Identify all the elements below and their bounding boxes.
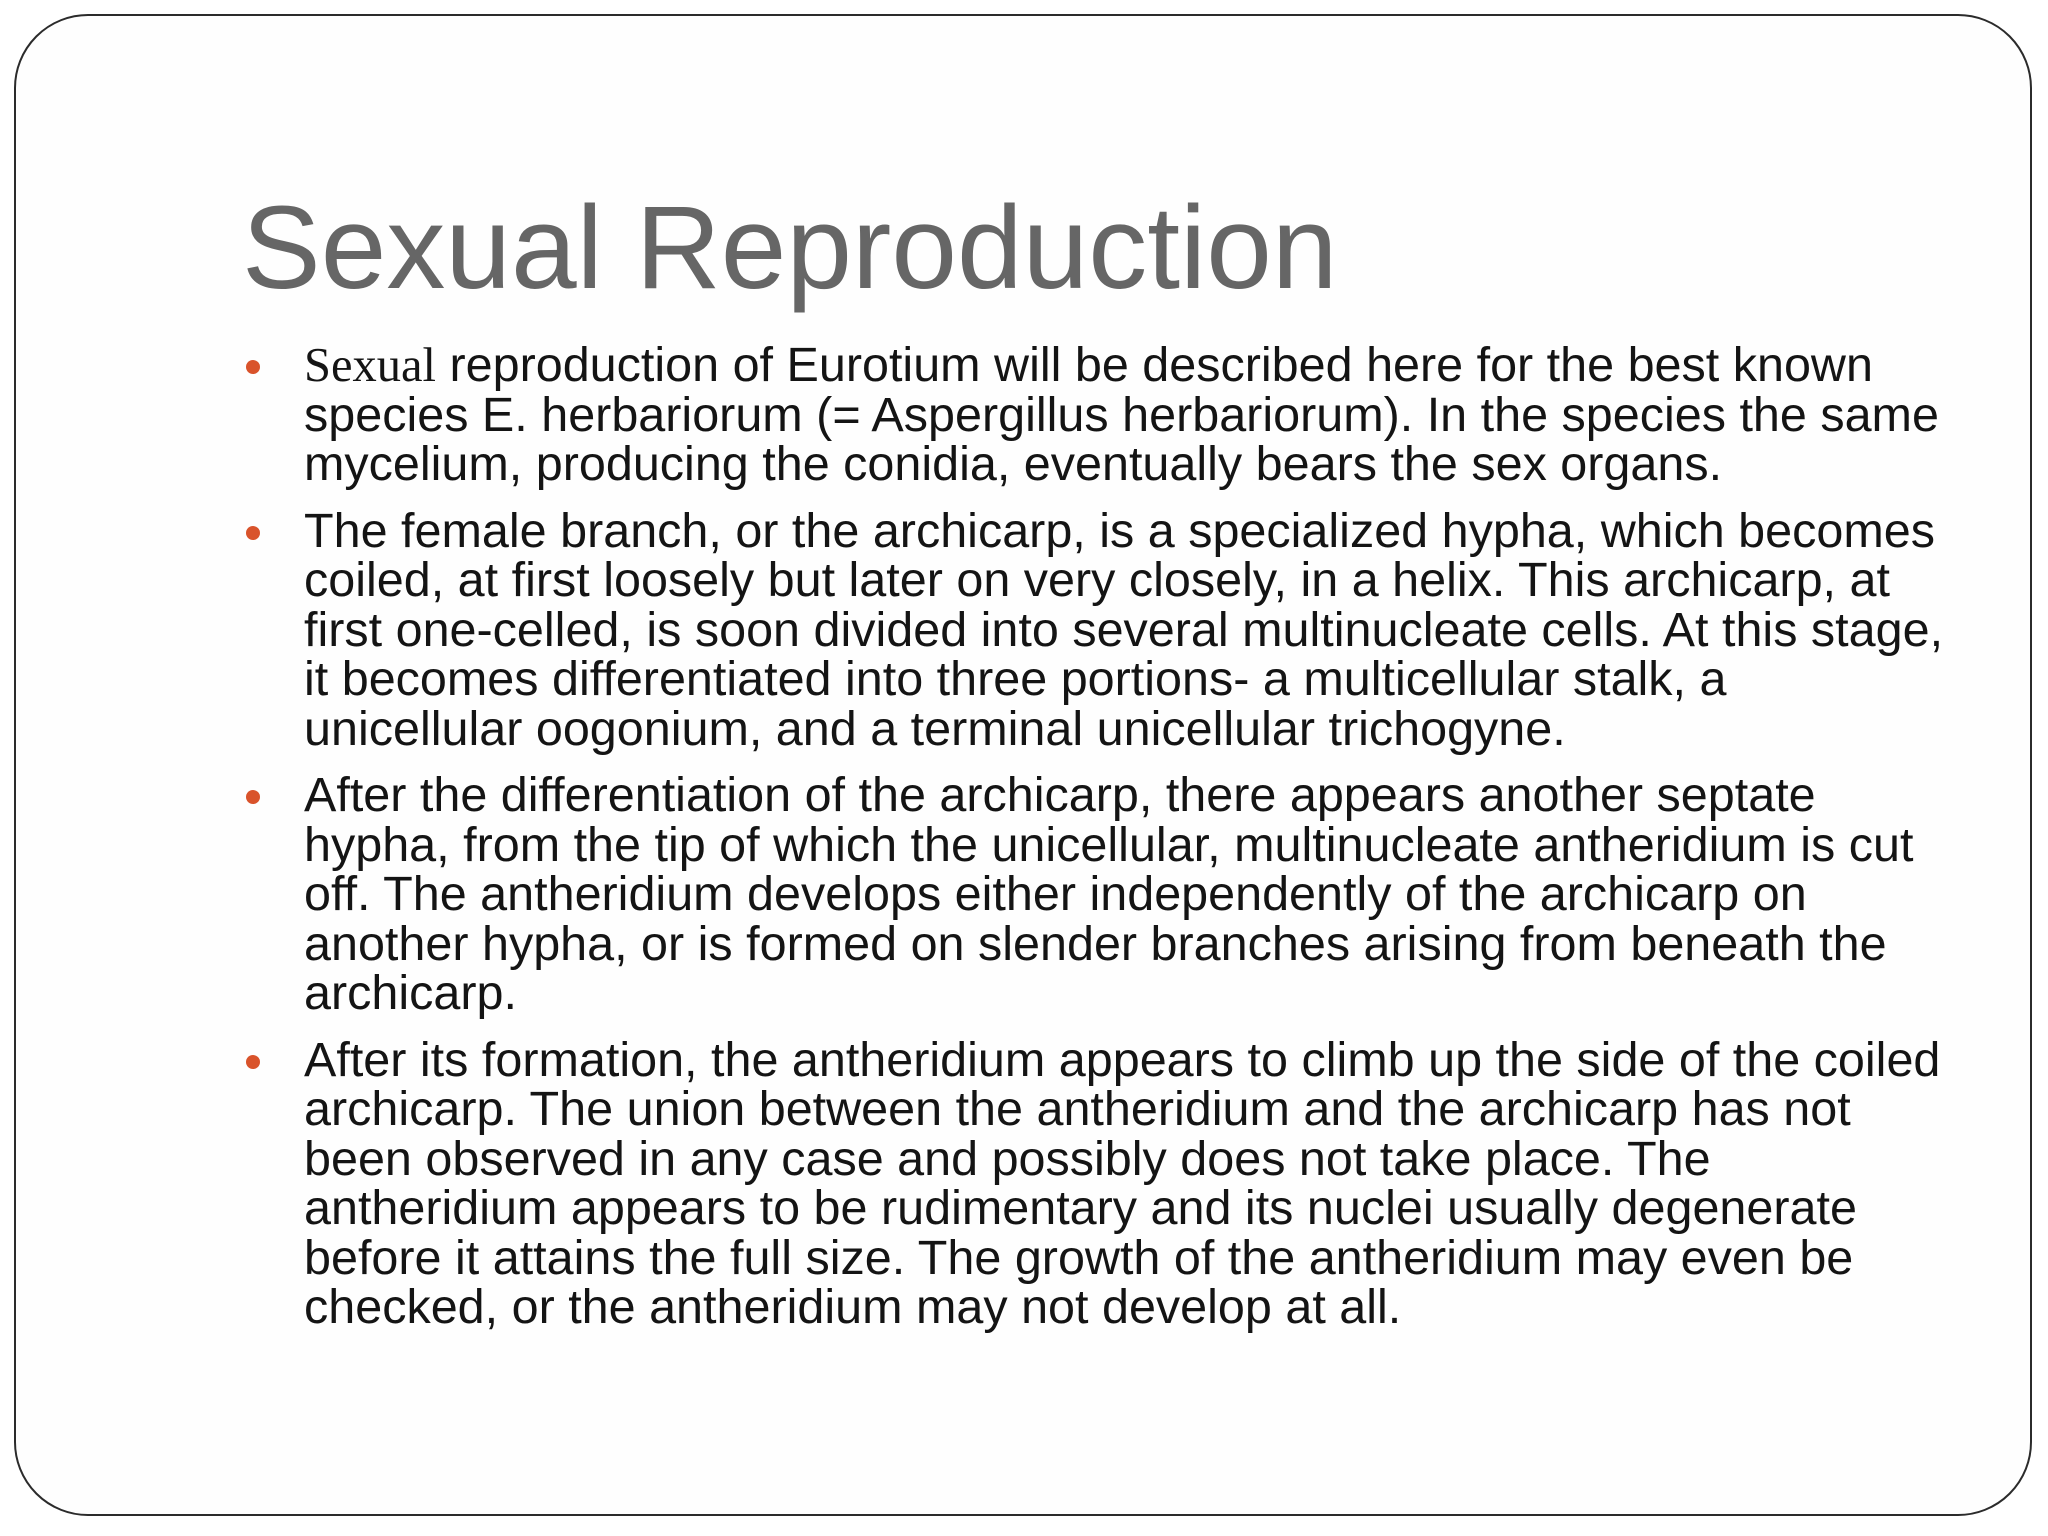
bullet-item	[242, 503, 1952, 756]
bullet-text: After the differentiation of the archicarp, there appears another septate hypha, from the tip of which the unicellular, multinucleate antheridium is cut off. The antheridium develops either independently of the archicarp on another hypha, or is formed on slender branches arising from beneath the archicarp.	[304, 768, 1914, 1020]
bullet-dot-icon	[246, 526, 260, 540]
bullet-item	[242, 768, 1952, 1020]
bullet-text: reproduction of Eurotium will be described here for the best known species E. herbariorum (= Aspergillus herbariorum). In the species the same mycelium, producing the conidia, eventually bears the sex organs.	[304, 338, 1939, 491]
bullet-item	[242, 338, 1952, 491]
bullet-list	[242, 338, 1952, 1350]
bullet-text: The female branch, or the archicarp, is a specialized hypha, which becomes coiled, at first loosely but later on very closely, in a helix. This archicarp, at first one-celled, is soon divided into several multinucleate cells. At this stage, it becomes differentiated into three portions- a multicellular stalk, a unicellular oogonium, and a terminal unicellular trichogyne.	[304, 503, 1944, 756]
bullet-text: After its formation, the antheridium appears to climb up the side of the coiled archicarp. The union between the antheridium and the archicarp has not been observed in any case and possibly does not take place. The antheridium appears to be rudimentary and its nuclei usually degenerate before it attains the full size. The growth of the antheridium may even be checked, or the antheridium may not develop at all.	[304, 1032, 1941, 1334]
slide-frame	[14, 14, 2032, 1516]
bullet-dot-icon	[246, 1055, 260, 1069]
bullet-item	[242, 1032, 1952, 1334]
slide-title: Sexual Reproduction	[242, 182, 1338, 314]
bullet-lead-text: Sexual	[304, 339, 437, 392]
bullet-dot-icon	[246, 790, 260, 804]
bullet-dot-icon	[246, 360, 260, 374]
